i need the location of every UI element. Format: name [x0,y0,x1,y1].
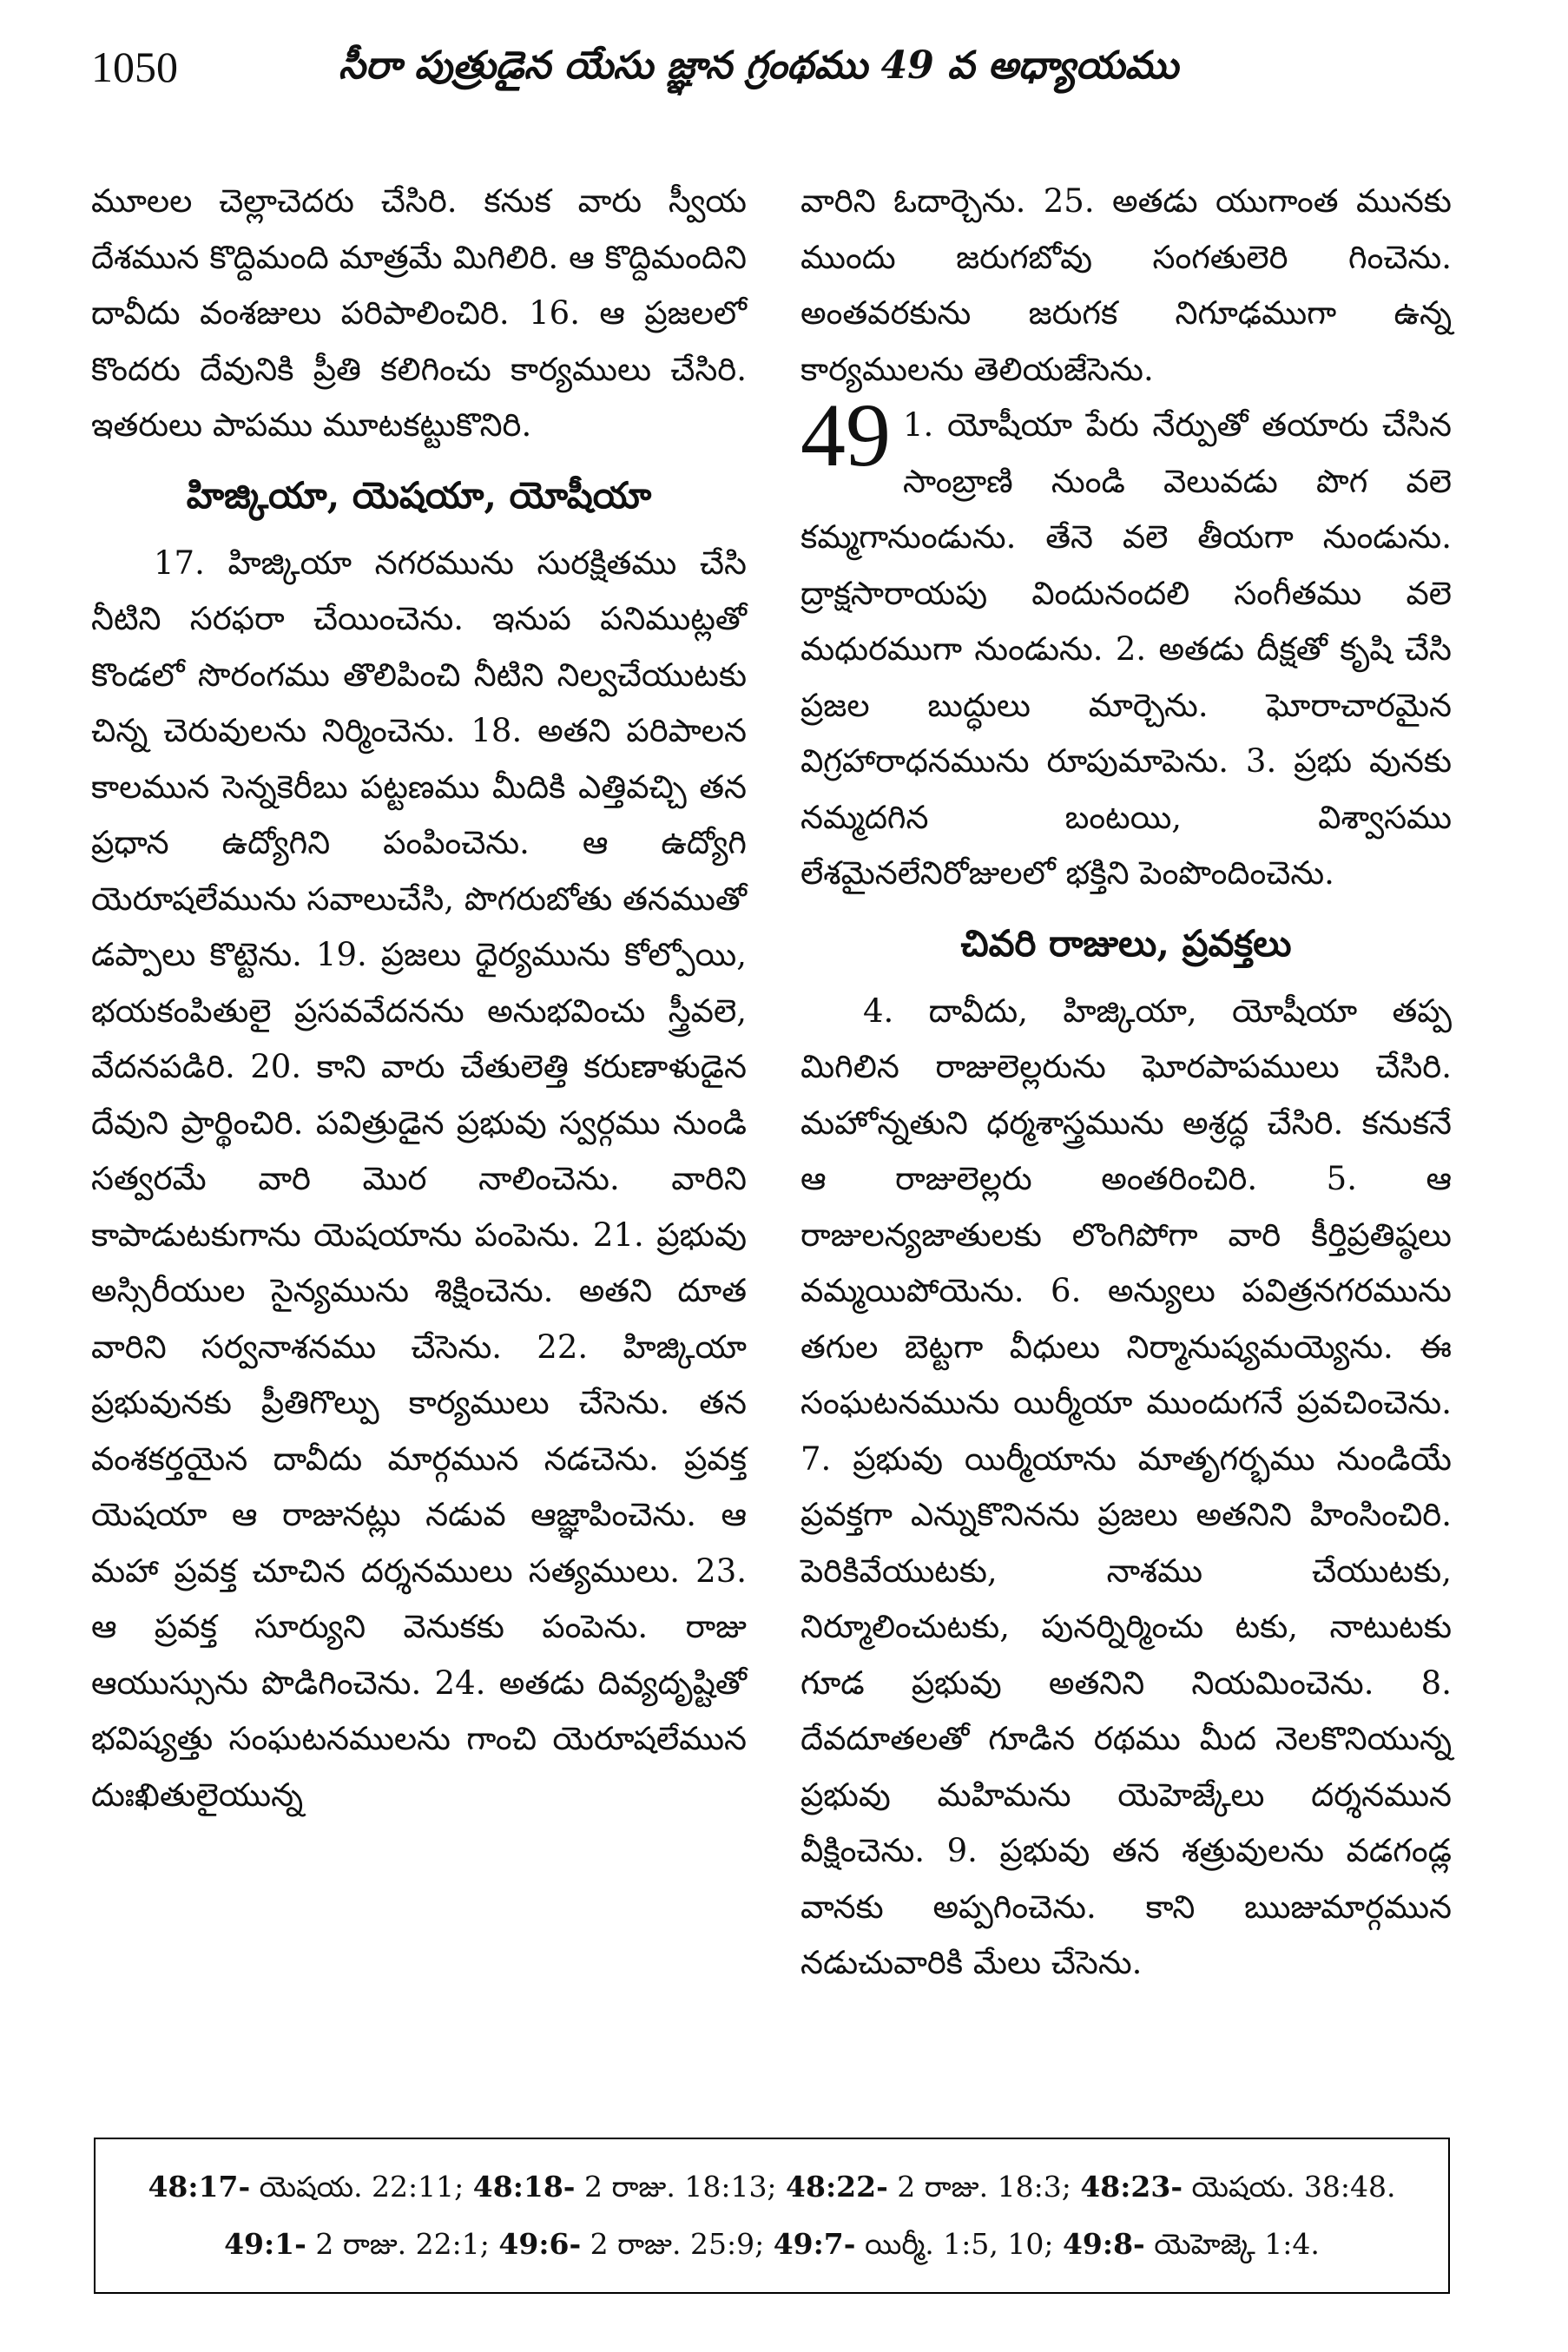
reference-text: యిర్మీ. 1:5, 10; [855,2227,1063,2261]
chapter-number: 49 [800,385,891,485]
reference-key: 48:23- [1080,2170,1183,2204]
paragraph: 4. దావీదు, హిజ్కియా, యోషీయా తప్ప మిగిలిన రాజులెల్లరును ఘోరపాపములు చేసిరి. మహోన్నతుని ధర్మశాస్త్రమును అశ్రద్ధ చేసిరి. కనుకనే ఆ రాజులెల్లరు అంతరించిరి. 5. ఆ రాజులన్యజాతులకు లొంగిపోగా వారి కీర్తిప్రతిష్ఠలు వమ్మయిపోయెను. 6. అన్యులు పవిత్రనగరమును తగుల బెట్టగా వీధులు నిర్మానుష్యమయ్యెను. ఈ సంఘటనమును యిర్మీయా ముందుగనే ప్రవచించెను. 7. ప్రభువు యిర్మీయాను మాతృగర్భము నుండియే ప్రవక్తగా ఎన్నుకొనినను ప్రజలు అతనిని హింసించిరి. పెరికివేయుటకు, నాశము చేయుటకు, నిర్మూలించుటకు, పునర్నిర్మించు టకు, నాటుటకు గూడ ప్రభువు అతనిని నియమించెను. 8. దేవదూతలతో గూడిన రథము మీద నెలకొనియున్న ప్రభువు మహిమను యెహెజ్కేలు దర్శనమున వీక్షించెను. 9. ప్రభువు తన శత్రువులను వడగండ్ల వానకు అప్పగించెను. కాని ఋజుమార్గమున నడుచువారికి మేలు చేసెను. [800,992,1452,1981]
reference-key: 49:8- [1062,2227,1145,2261]
left-column [91,174,747,1823]
reference-text: 2 రాజు. 25:9; [581,2227,774,2261]
paragraph: మూలల చెల్లాచెదరు చేసిరి. కనుక వారు స్వీయ దేశమున కొద్దిమంది మాత్రమే మిగిలిరి. ఆ కొద్దిమందిని దావీదు వంశజులు పరిపాలించిరి. 16. ఆ ప్రజలలో కొందరు దేవునికి ప్రీతి కలిగించు కార్యములు చేసిరి. ఇతరులు పాపము మూటకట్టుకొనిరి. [91,182,747,444]
running-title: సీరా పుత్రుడైన యేసు జ్ఞాన గ్రంథము 49 వ అధ్యాయము [339,43,1179,88]
reference-key: 48:22- [786,2170,888,2204]
reference-key: 49:7- [773,2227,856,2261]
reference-key: 48:18- [472,2170,576,2204]
reference-text: 2 రాజు. 18:13; [575,2170,787,2204]
chapter-start [800,385,1452,902]
reference-text: 2 రాజు. 18:3; [887,2170,1081,2204]
section-heading: హిజ్కియా, యెషయా, యోషీయా [186,473,652,517]
paragraph: వారిని ఓదార్చెను. 25. అతడు యుగాంత మునకు ముందు జరుగబోవు సంగతులెరి గించెను. అంతవరకును జరుగక నిగూఢముగా ఉన్న కార్యములను తెలియజేసెను. [800,182,1452,388]
paragraph: 17. హిజ్కియా నగరమును సురక్షితము చేసి నీటిని సరఫరా చేయించెను. ఇనుప పనిముట్లతో కొండలో సొరంగము తొలిపించి నీటిని నిల్వచేయుటకు చిన్న చెరువులను నిర్మించెను. 18. అతని పరిపాలన కాలమున సెన్నకెరీబు పట్టణము మీదికి ఎత్తివచ్చి తన ప్రధాన ఉద్యోగిని పంపించెను. ఆ ఉద్యోగి యెరూషలేమును సవాలుచేసి, పొగరుబోతు తనముతో డప్పాలు కొట్టెను. 19. ప్రజలు ధైర్యమును కోల్పోయి, భయకంపితులై ప్రసవవేదనను అనుభవించు స్త్రీవలె, వేదనపడిరి. 20. కాని వారు చేతులెత్తి కరుణాళుడైన దేవుని ప్రార్థించిరి. పవిత్రుడైన ప్రభువు స్వర్గము నుండి సత్వరమే వారి మొర నాలించెను. వారిని కాపాడుటకుగాను యెషయాను పంపెను. 21. ప్రభువు అస్సిరీయుల సైన్యమును శిక్షించెను. అతని దూత వారిని సర్వనాశనము చేసెను. 22. హిజ్కియా ప్రభువునకు ప్రీతిగొల్పు కార్యములు చేసెను. తన వంశకర్తయైన దావీదు మార్గమున నడచెను. ప్రవక్త యెషయా ఆ రాజునట్లు నడువ ఆజ్ఞాపించెను. ఆ మహా ప్రవక్త చూచిన దర్శనములు సత్యములు. 23. ఆ ప్రవక్త సూర్యుని వెనుకకు పంపెను. రాజు ఆయుస్సును పొడిగించెను. 24. అతడు దివ్యదృష్టితో భవిష్యత్తు సంఘటనములను గాంచి యెరూషలేమున దుఃఖితులైయున్న [91,544,747,1814]
reference-key: 49:1- [224,2227,306,2261]
section-heading: చివరి రాజులు, ప్రవక్తలు [960,921,1292,965]
reference-text: 2 రాజు. 22:1; [306,2227,499,2261]
cross-reference-box [94,2138,1450,2294]
reference-text: యెహెజ్కె 1:4. [1144,2227,1320,2261]
page-header [91,42,1446,111]
paragraph: 1. యోషీయా పేరు నేర్పుతో తయారు చేసిన సాంబ్రాణి నుండి వెలువడు పొగ వలె కమ్మగానుండును. తేనె వలె తీయగా నుండును. ద్రాక్షసారాయపు విందునందలి సంగీతము వలె మధురముగా నుండును. 2. అతడు దీక్షతో కృషి చేసి ప్రజల బుద్ధులు మార్చెను. ఘోరాచారమైన విగ్రహారాధనమును రూపుమాపెను. 3. ప్రభు వునకు నమ్మదగిన బంటయి, విశ్వాసము లేశమైనలేనిరోజులలో భక్తిని పెంపొందించెను. [800,406,1452,892]
reference-key: 48:17- [148,2170,251,2204]
reference-text: యెషయ. 22:11; [250,2170,473,2204]
right-column [800,174,1452,1992]
page-number: 1050 [91,43,178,91]
reference-text: యెషయ. 38:48. [1183,2170,1396,2204]
reference-key: 49:6- [498,2227,582,2261]
